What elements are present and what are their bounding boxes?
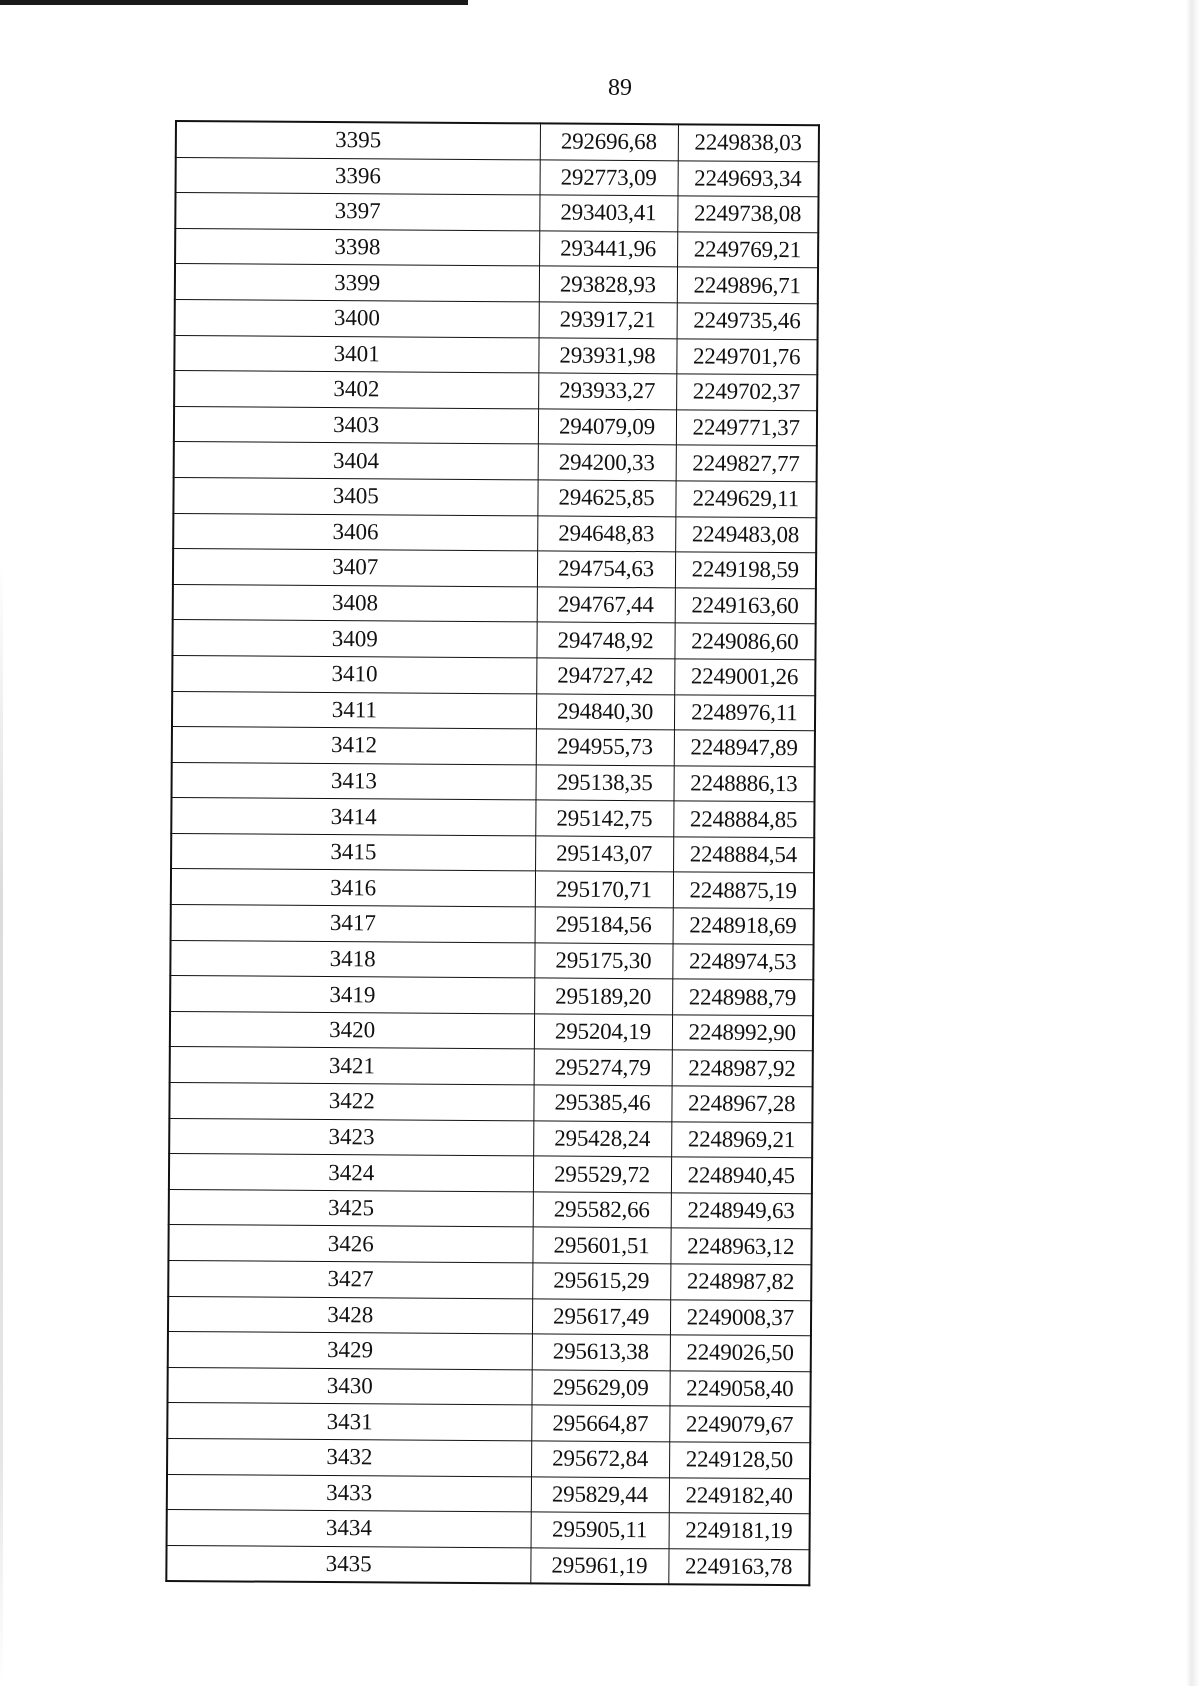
table-row — [172, 762, 815, 802]
table-row — [174, 442, 817, 482]
table-row — [173, 584, 816, 624]
x-coordinate-cell: 295672,84 — [531, 1441, 669, 1478]
table-row — [169, 1118, 812, 1158]
x-coordinate-cell: 295529,72 — [533, 1156, 671, 1193]
table-row — [169, 1083, 812, 1123]
point-number-cell: 3415 — [171, 833, 535, 871]
point-number-cell: 3407 — [173, 549, 537, 587]
point-number-cell: 3399 — [175, 264, 539, 302]
y-coordinate-cell: 2248992,90 — [672, 1015, 813, 1052]
y-coordinate-cell: 2249058,40 — [669, 1371, 810, 1408]
x-coordinate-cell: 294648,83 — [537, 515, 675, 552]
table-row — [176, 157, 819, 197]
table-row — [173, 549, 816, 589]
y-coordinate-cell: 2249838,03 — [678, 124, 819, 161]
scan-edge-left — [0, 560, 3, 1686]
x-coordinate-cell: 295664,87 — [531, 1405, 669, 1442]
point-number-cell: 3398 — [175, 228, 539, 266]
point-number-cell: 3418 — [170, 940, 534, 978]
y-coordinate-cell: 2248886,13 — [673, 766, 814, 803]
table-row — [174, 371, 817, 411]
table-row — [172, 691, 815, 731]
x-coordinate-cell: 294754,63 — [537, 551, 675, 588]
y-coordinate-cell: 2248988,79 — [672, 979, 813, 1016]
y-coordinate-cell: 2249827,77 — [676, 445, 817, 482]
x-coordinate-cell: 295142,75 — [535, 800, 673, 837]
table-row — [167, 1367, 810, 1407]
table-row — [169, 1154, 812, 1194]
point-number-cell: 3428 — [168, 1296, 532, 1334]
table-row — [174, 335, 817, 375]
y-coordinate-cell: 2248918,69 — [673, 908, 814, 945]
x-coordinate-cell: 294727,42 — [536, 658, 674, 695]
x-coordinate-cell: 293933,27 — [538, 373, 676, 410]
point-number-cell: 3433 — [167, 1474, 531, 1512]
point-number-cell: 3413 — [172, 762, 536, 800]
table-row — [174, 406, 817, 446]
table-row — [168, 1260, 811, 1300]
x-coordinate-cell: 295961,19 — [530, 1548, 668, 1585]
table-row — [170, 1011, 813, 1051]
x-coordinate-cell: 293441,96 — [539, 231, 677, 268]
y-coordinate-cell: 2249026,50 — [670, 1335, 811, 1372]
x-coordinate-cell: 295617,49 — [532, 1298, 670, 1335]
point-number-cell: 3427 — [168, 1260, 532, 1298]
y-coordinate-cell: 2248987,82 — [670, 1264, 811, 1301]
point-number-cell: 3403 — [174, 406, 538, 444]
y-coordinate-cell: 2249483,08 — [675, 516, 816, 553]
y-coordinate-cell: 2248949,63 — [671, 1193, 812, 1230]
x-coordinate-cell: 295615,29 — [532, 1263, 670, 1300]
y-coordinate-cell: 2248976,11 — [674, 694, 815, 731]
table-row — [167, 1474, 810, 1514]
table-row — [175, 228, 818, 268]
point-number-cell: 3417 — [171, 905, 535, 943]
point-number-cell: 3423 — [169, 1118, 533, 1156]
point-number-cell: 3395 — [176, 121, 540, 160]
x-coordinate-cell: 295582,66 — [533, 1192, 671, 1229]
point-number-cell: 3400 — [175, 299, 539, 337]
y-coordinate-cell: 2249001,26 — [674, 659, 815, 696]
table-row — [172, 727, 815, 767]
table-row — [172, 620, 815, 660]
x-coordinate-cell: 294955,73 — [536, 729, 674, 766]
table-row — [167, 1510, 810, 1550]
point-number-cell: 3414 — [171, 798, 535, 836]
table-row — [176, 121, 819, 161]
x-coordinate-cell: 295274,79 — [534, 1049, 672, 1086]
page-number: 89 — [608, 75, 632, 101]
point-number-cell: 3424 — [169, 1154, 533, 1192]
x-coordinate-cell: 295428,24 — [533, 1121, 671, 1158]
y-coordinate-cell: 2248940,45 — [671, 1157, 812, 1194]
point-number-cell: 3396 — [176, 157, 540, 195]
table-row — [167, 1403, 810, 1443]
y-coordinate-cell: 2249896,71 — [677, 267, 818, 304]
table-row — [171, 905, 814, 945]
x-coordinate-cell: 295601,51 — [532, 1227, 670, 1264]
x-coordinate-cell: 295170,71 — [535, 871, 673, 908]
y-coordinate-cell: 2248987,92 — [672, 1050, 813, 1087]
x-coordinate-cell: 294767,44 — [537, 587, 675, 624]
x-coordinate-cell: 294748,92 — [536, 622, 674, 659]
table-row — [168, 1225, 811, 1265]
y-coordinate-cell: 2249771,37 — [676, 410, 817, 447]
table-row — [166, 1545, 809, 1585]
point-number-cell: 3420 — [170, 1011, 534, 1049]
point-number-cell: 3411 — [172, 691, 536, 729]
point-number-cell: 3406 — [173, 513, 537, 551]
x-coordinate-cell: 293931,98 — [538, 337, 676, 374]
y-coordinate-cell: 2249008,37 — [670, 1299, 811, 1336]
table-row — [170, 1047, 813, 1087]
y-coordinate-cell: 2249163,78 — [668, 1549, 809, 1586]
y-coordinate-cell: 2249629,11 — [675, 481, 816, 518]
y-coordinate-cell: 2249735,46 — [677, 303, 818, 340]
y-coordinate-cell: 2249182,40 — [669, 1477, 810, 1514]
table-row — [175, 299, 818, 339]
x-coordinate-cell: 294840,30 — [536, 693, 674, 730]
point-number-cell: 3402 — [174, 371, 538, 409]
table-row — [169, 1189, 812, 1229]
x-coordinate-cell: 295184,56 — [535, 907, 673, 944]
table-row — [171, 798, 814, 838]
y-coordinate-cell: 2248947,89 — [674, 730, 815, 767]
point-number-cell: 3405 — [173, 477, 537, 515]
x-coordinate-cell: 295613,38 — [532, 1334, 670, 1371]
x-coordinate-cell: 295385,46 — [533, 1085, 671, 1122]
y-coordinate-cell: 2249181,19 — [669, 1513, 810, 1550]
point-number-cell: 3422 — [169, 1083, 533, 1121]
x-coordinate-cell: 295829,44 — [531, 1476, 669, 1513]
table-row — [168, 1332, 811, 1372]
x-coordinate-cell: 293403,41 — [539, 195, 677, 232]
table-row — [173, 513, 816, 553]
x-coordinate-cell: 293917,21 — [539, 302, 677, 339]
y-coordinate-cell: 2248969,21 — [671, 1121, 812, 1158]
table-row — [167, 1438, 810, 1478]
x-coordinate-cell: 292696,68 — [540, 123, 678, 160]
point-number-cell: 3426 — [168, 1225, 532, 1263]
y-coordinate-cell: 2248967,28 — [671, 1086, 812, 1123]
point-number-cell: 3435 — [166, 1545, 530, 1584]
y-coordinate-cell: 2249086,60 — [674, 623, 815, 660]
scan-edge-right — [1186, 0, 1200, 1686]
x-coordinate-cell: 295629,09 — [531, 1370, 669, 1407]
point-number-cell: 3408 — [173, 584, 537, 622]
point-number-cell: 3425 — [169, 1189, 533, 1227]
point-number-cell: 3409 — [172, 620, 536, 658]
y-coordinate-cell: 2248974,53 — [672, 943, 813, 980]
y-coordinate-cell: 2249701,76 — [676, 338, 817, 375]
y-coordinate-cell: 2248963,12 — [670, 1228, 811, 1265]
table-row — [171, 833, 814, 873]
x-coordinate-cell: 295138,35 — [535, 765, 673, 802]
y-coordinate-cell: 2249738,08 — [677, 196, 818, 233]
table-row — [175, 264, 818, 304]
x-coordinate-cell: 295905,11 — [531, 1512, 669, 1549]
point-number-cell: 3429 — [168, 1332, 532, 1370]
x-coordinate-cell: 295175,30 — [534, 943, 672, 980]
point-number-cell: 3432 — [167, 1438, 531, 1476]
scan-edge-bar — [0, 0, 468, 5]
x-coordinate-cell: 295143,07 — [535, 836, 673, 873]
x-coordinate-cell: 294625,85 — [537, 480, 675, 517]
table-row — [172, 655, 815, 695]
x-coordinate-cell: 295204,19 — [534, 1014, 672, 1051]
y-coordinate-cell: 2249702,37 — [676, 374, 817, 411]
point-number-cell: 3401 — [174, 335, 538, 373]
x-coordinate-cell: 293828,93 — [539, 266, 677, 303]
point-number-cell: 3421 — [170, 1047, 534, 1085]
x-coordinate-cell: 295189,20 — [534, 978, 672, 1015]
point-number-cell: 3404 — [174, 442, 538, 480]
x-coordinate-cell: 292773,09 — [540, 160, 678, 197]
point-number-cell: 3397 — [175, 193, 539, 231]
y-coordinate-cell: 2249163,60 — [675, 588, 816, 625]
y-coordinate-cell: 2249769,21 — [677, 232, 818, 269]
point-number-cell: 3412 — [172, 727, 536, 765]
point-number-cell: 3430 — [167, 1367, 531, 1405]
table-row — [168, 1296, 811, 1336]
table-row — [173, 477, 816, 517]
table-row — [170, 940, 813, 980]
x-coordinate-cell: 294079,09 — [538, 409, 676, 446]
y-coordinate-cell: 2249198,59 — [675, 552, 816, 589]
y-coordinate-cell: 2248884,85 — [673, 801, 814, 838]
coordinates-table — [165, 120, 820, 1587]
point-number-cell: 3434 — [167, 1510, 531, 1548]
coordinates-table-body — [166, 121, 819, 1586]
table-row — [171, 869, 814, 909]
y-coordinate-cell: 2249079,67 — [669, 1406, 810, 1443]
y-coordinate-cell: 2248884,54 — [673, 837, 814, 874]
point-number-cell: 3416 — [171, 869, 535, 907]
y-coordinate-cell: 2249693,34 — [678, 160, 819, 197]
table-row — [170, 976, 813, 1016]
point-number-cell: 3410 — [172, 655, 536, 693]
y-coordinate-cell: 2249128,50 — [669, 1442, 810, 1479]
point-number-cell: 3431 — [167, 1403, 531, 1441]
x-coordinate-cell: 294200,33 — [538, 444, 676, 481]
point-number-cell: 3419 — [170, 976, 534, 1014]
y-coordinate-cell: 2248875,19 — [673, 872, 814, 909]
table-row — [175, 193, 818, 233]
